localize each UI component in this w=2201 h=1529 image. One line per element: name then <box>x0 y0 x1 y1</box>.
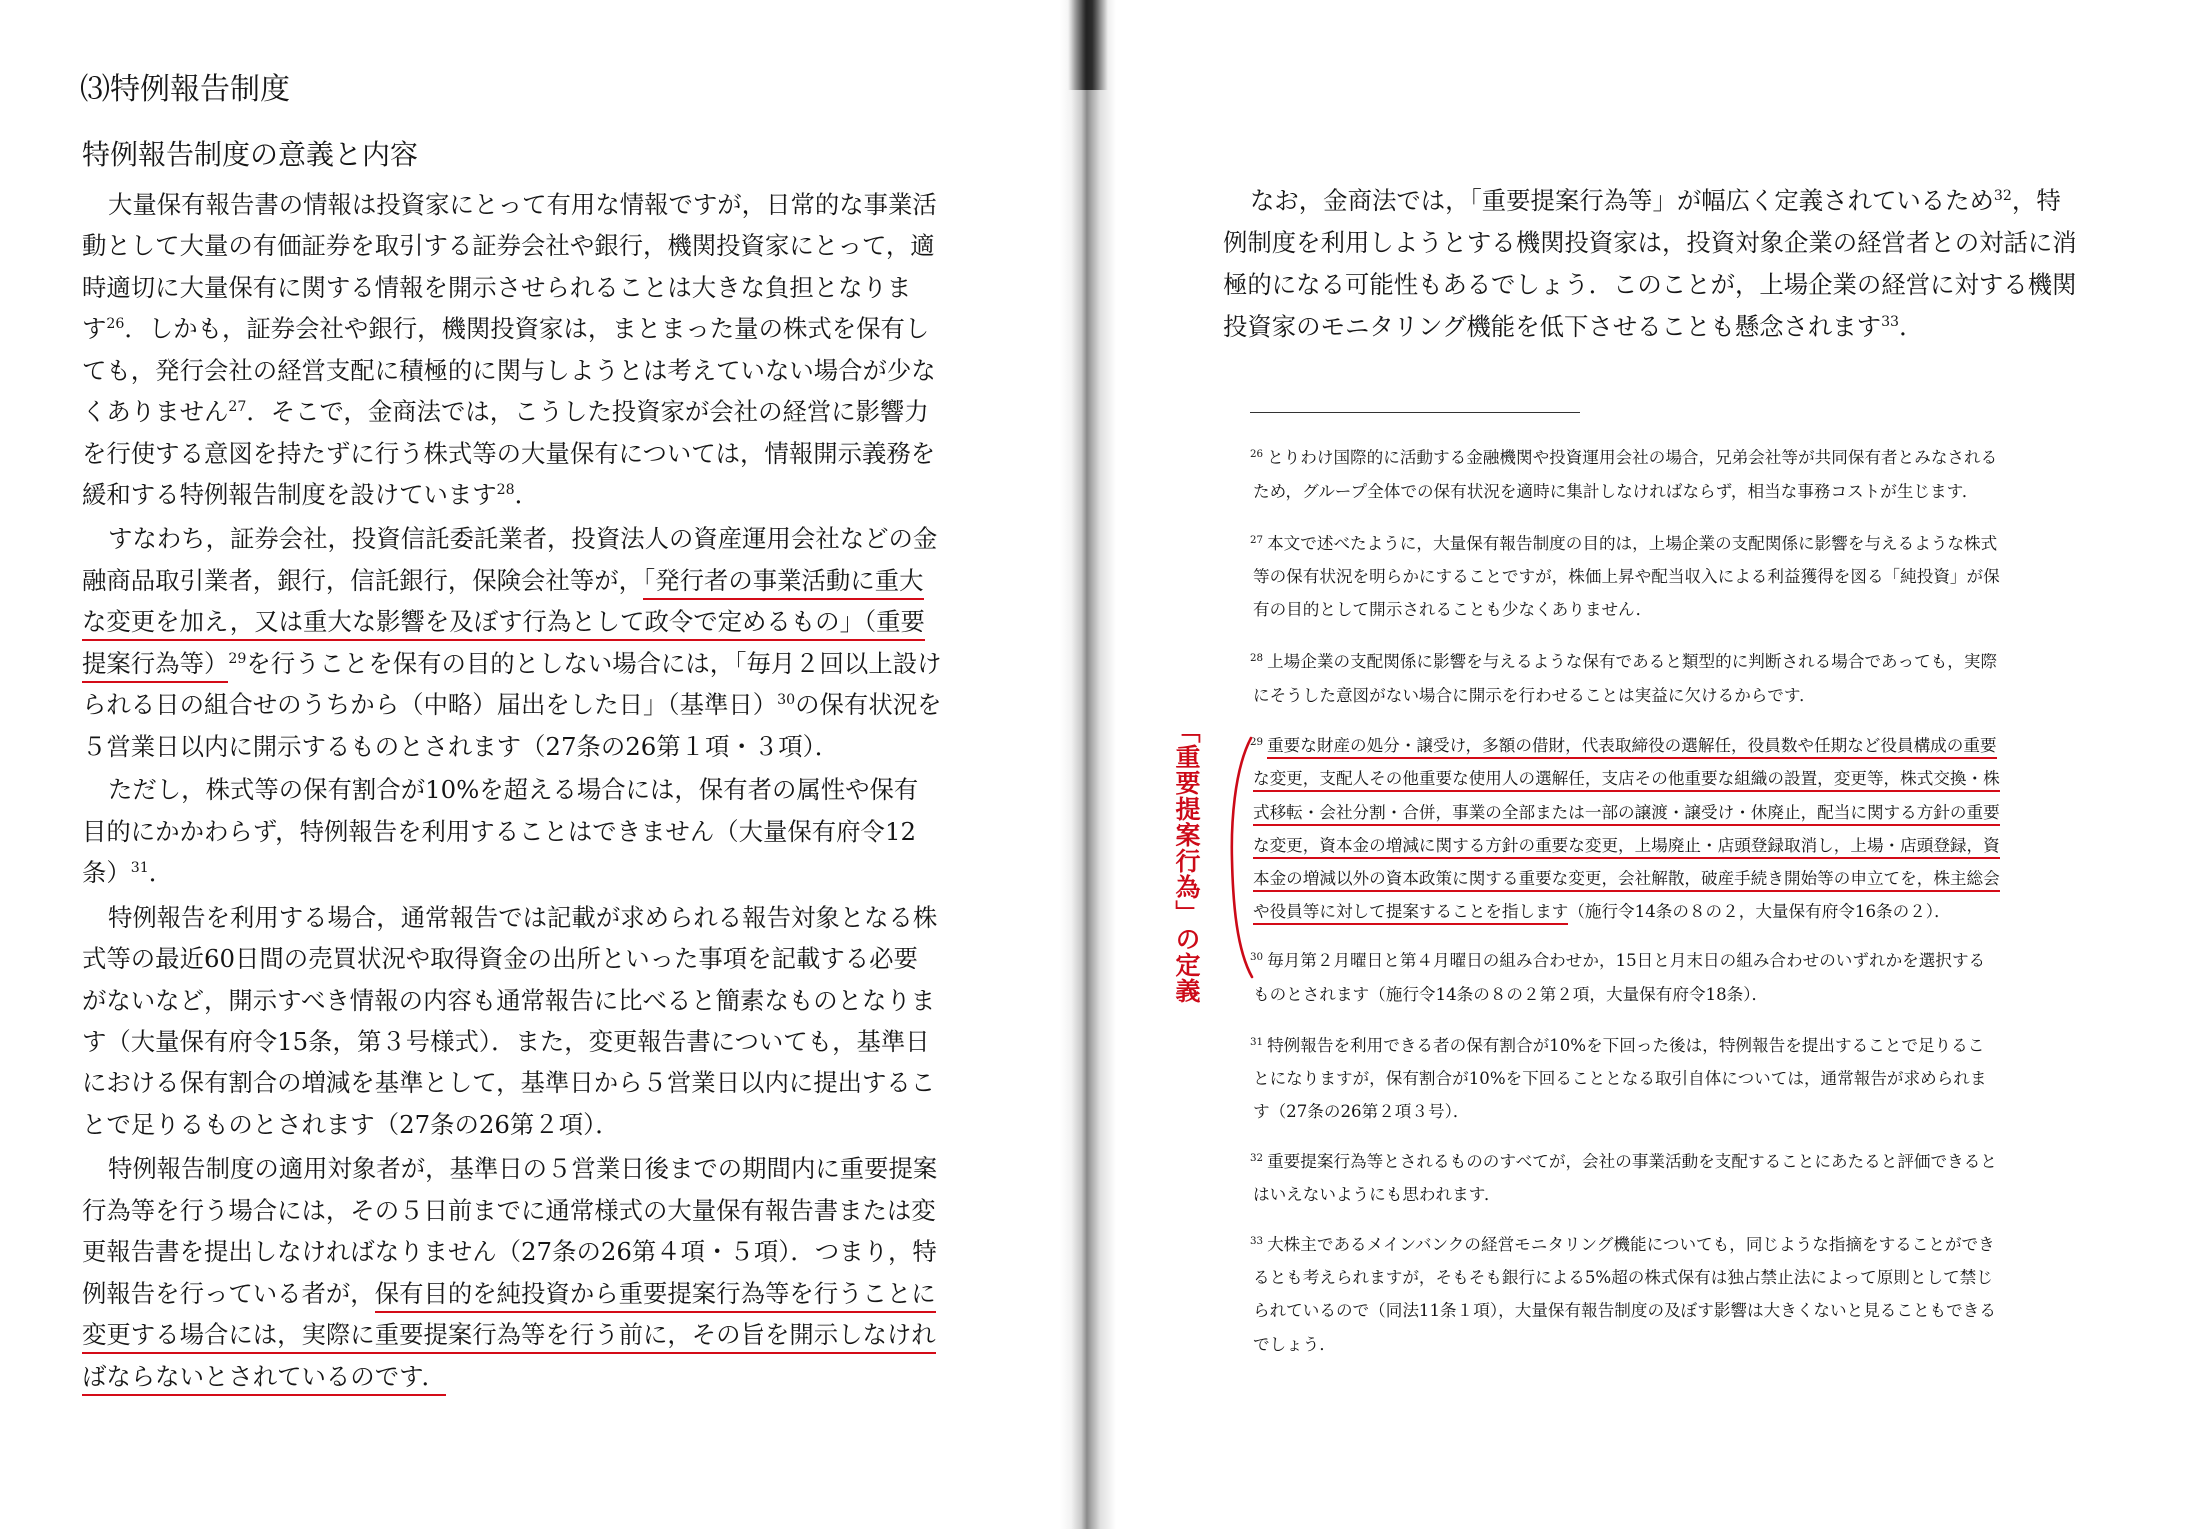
footnote-ref: 31 <box>130 860 149 877</box>
body-line <box>82 438 935 470</box>
text-run: 緩和する特例報告制度を設けています <box>82 480 497 509</box>
book-gutter <box>1060 0 1116 1529</box>
footnote-line <box>1253 767 2000 791</box>
underlined-text: 本金の増減以外の資本政策に関する重要な変更，会社解散，破産手続き開始等の申立てを，株主総会 <box>1253 869 2000 892</box>
text-run: ，特 <box>2011 186 2061 215</box>
footnote-ref: 27 <box>228 399 247 416</box>
body-line <box>82 943 918 975</box>
text-run: ものとされます（施行令14条の８の２第２項，大量保有府令18条）． <box>1253 985 1769 1004</box>
footnote-line <box>1253 480 1978 504</box>
underlined-text: 式移転・会社分割・合併，事業の全部または一部の譲渡・譲受け・休廃止，配当に関する方針の重要 <box>1253 803 2000 826</box>
footnote-ref: 30 <box>1250 950 1264 963</box>
underlined-text: 「発行者の事業活動に重大 <box>643 566 924 600</box>
underlined-text: 提案行為等） <box>82 649 228 683</box>
underlined-text: 重要な財産の処分・譲受け，多額の借財，代表取締役の選解任，役員数や任期など役員構成の重要 <box>1267 736 1996 759</box>
body-line <box>82 1361 446 1393</box>
text-run: における保有割合の増減を基準として，基準日から５営業日以内に提出するこ <box>82 1068 936 1097</box>
text-run: 条） <box>82 858 131 887</box>
annotation-bracket-icon <box>1225 735 1255 980</box>
footnote-ref: 32 <box>1993 188 2012 205</box>
text-run: られているので（同法11条１項），大量保有報告制度の及ぼす影響は大きくないと見ることもできる <box>1253 1301 1996 1320</box>
text-run: す <box>82 314 107 343</box>
text-run: はいえないようにも思われます． <box>1253 1185 1501 1204</box>
section-heading: ⑶特例報告制度 <box>80 72 290 107</box>
footnote-rule <box>1250 412 1580 413</box>
footnote-line <box>1253 1067 1987 1091</box>
text-run: 例報告を行っている者が， <box>82 1279 375 1308</box>
body-line <box>82 355 936 387</box>
gutter-shadow <box>1068 0 1108 90</box>
body-line <box>82 1195 936 1227</box>
text-run: ． <box>1899 312 1924 341</box>
footnote-ref: 33 <box>1250 1234 1264 1247</box>
text-run: なお，金商法では，「重要提案行為等」が幅広く定義されているため <box>1250 186 1994 215</box>
text-run: とで足りるものとされます（27条の26第２項）． <box>82 1110 620 1139</box>
text-run: の保有状況を <box>795 690 942 719</box>
text-run: がないなど，開示すべき情報の内容も通常報告に比べると簡素なものとなりま <box>82 986 936 1015</box>
text-run: （施行令14条の８の２，大量保有府令16条の２）． <box>1568 902 1951 921</box>
footnote-line <box>1253 1183 1501 1207</box>
text-run: ただし，株式等の保有割合が10%を超える場合には，保有者の属性や保有 <box>108 775 919 804</box>
body-line <box>82 272 911 304</box>
footnote-ref: 29 <box>1250 735 1264 748</box>
underlined-text: 変更する場合には，実際に重要提案行為等を行う前に，その旨を開示しなけれ <box>82 1320 936 1354</box>
text-run: すなわち，証券会社，投資信託委託業者，投資法人の資産運用会社などの金 <box>108 524 938 553</box>
footnote-line <box>1253 684 1816 708</box>
body-line <box>108 523 937 555</box>
body-line <box>82 731 839 763</box>
footnote-ref: 28 <box>1250 651 1264 664</box>
text-run: す（27条の26第２項３号）． <box>1253 1102 1470 1121</box>
body-line <box>82 396 929 428</box>
underlined-text: な変更を加え，又は重大な影響を及ぼす行為として政令で定めるもの」（重要 <box>82 607 925 641</box>
body-line <box>82 1236 937 1268</box>
footnote-ref: 32 <box>1250 1151 1264 1164</box>
text-run: 投資家のモニタリング機能を低下させることも懸念されます <box>1223 312 1882 341</box>
text-run: ．しかも，証券会社や銀行，機関投資家は，まとまった量の株式を保有し <box>124 314 930 343</box>
body-line <box>1250 185 2061 217</box>
text-run: にそうした意図がない場合に開示を行わせることは実益に欠けるからです． <box>1253 686 1816 705</box>
footnote-ref: 26 <box>106 316 125 333</box>
text-run: 毎月第２月曜日と第４月曜日の組み合わせか，15日と月末日の組み合わせのいずれかを選択する <box>1267 951 1986 970</box>
text-run: ため，グループ全体での保有状況を適時に集計しなければならず，相当な事務コストが生じます． <box>1253 482 1979 501</box>
footnote-ref: 30 <box>777 692 796 709</box>
text-run: ． <box>514 480 540 509</box>
footnote-line <box>1250 1233 1995 1257</box>
body-line <box>82 1067 935 1099</box>
text-run: 重要提案行為等とされるもののすべてが，会社の事業活動を支配することにあたると評価できると <box>1267 1152 1997 1171</box>
footnote-line <box>1250 532 1997 556</box>
text-run: 更報告書を提出しなければなりません（27条の26第４項・５項）．つまり，特 <box>82 1237 937 1266</box>
text-run: ． <box>148 858 174 887</box>
text-run: 特例報告を利用する場合，通常報告では記載が求められる報告対象となる株 <box>108 903 938 932</box>
underlined-text: な変更，支配人その他重要な使用人の選解任，支店その他重要な組織の設置，変更等，株式交換・株 <box>1253 769 2000 792</box>
text-run: られる日の組合せのうちから（中略）届出をした日」（基準日） <box>82 690 778 719</box>
text-run: 例制度を利用しようとする機関投資家は，投資対象企業の経営者との対話に消 <box>1223 228 2077 257</box>
text-run: 目的にかかわらず，特例報告を利用することはできません（大量保有府令12 <box>82 817 916 846</box>
text-run: ５営業日以内に開示するものとされます（27条の26第１項・３項）． <box>82 732 840 761</box>
text-run: 大株主であるメインバンクの経営モニタリング機能についても，同じような指摘をすることができ <box>1267 1235 1995 1254</box>
text-run: 特例報告制度の適用対象者が，基準日の５営業日後までの期間内に重要提案 <box>108 1154 938 1183</box>
text-run: 大量保有報告書の情報は投資家にとって有用な情報ですが，日常的な事業活 <box>108 190 937 219</box>
underlined-text: ばならないとされているのです． <box>82 1362 446 1396</box>
footnote-line <box>1253 598 1652 622</box>
text-run: 極的になる可能性もあるでしょう．このことが，上場企業の経営に対する機関 <box>1223 270 2077 299</box>
body-line <box>82 857 173 889</box>
text-run: 上場企業の支配関係に影響を与えるような保有であると類型的に判断される場合であっても，実際 <box>1267 652 1998 671</box>
body-line <box>82 479 539 511</box>
body-line <box>82 689 942 721</box>
body-line <box>82 565 924 597</box>
footnote-ref: 31 <box>1250 1035 1264 1048</box>
text-run: とりわけ国際的に活動する金融機関や投資運用会社の場合，兄弟会社等が共同保有者とみなされる <box>1267 448 1998 467</box>
body-line <box>82 816 916 848</box>
body-line <box>82 606 925 638</box>
body-line <box>108 1153 937 1185</box>
body-line <box>1223 311 1923 343</box>
footnote-line <box>1250 1150 1997 1174</box>
text-run: るとも考えられますが，そもそも銀行による5%超の株式保有は独占禁止法によって原則として禁じ <box>1253 1268 1993 1287</box>
body-line <box>82 1109 620 1141</box>
underlined-text: や役員等に対して提案することを指します <box>1253 902 1568 925</box>
footnote-line <box>1253 1299 1996 1323</box>
footnote-line <box>1253 867 2000 891</box>
footnote-line <box>1250 1034 1984 1058</box>
text-run: ．そこで，金商法では，こうした投資家が会社の経営に影響力 <box>246 397 929 426</box>
footnote-ref: 27 <box>1250 533 1264 546</box>
body-line <box>82 985 935 1017</box>
text-run: 行為等を行う場合には，その５日前までに通常様式の大量保有報告書または変 <box>82 1196 936 1225</box>
text-run: 時適切に大量保有に関する情報を開示させられることは大きな負担となりま <box>82 273 912 302</box>
footnote-line <box>1253 900 1951 924</box>
footnote-line <box>1250 734 1997 758</box>
text-run: を行使する意図を持たずに行う株式等の大量保有については，情報開示義務を <box>82 439 936 468</box>
body-line <box>1223 269 2076 301</box>
body-line <box>82 313 929 345</box>
text-run: 等の保有状況を明らかにすることですが，株価上昇や配当収入による利益獲得を図る「純投資」が保 <box>1253 567 2000 586</box>
sub-heading: 特例報告制度の意義と内容 <box>82 138 419 171</box>
body-line <box>82 1319 936 1351</box>
text-run: 動として大量の有価証券を取引する証券会社や銀行，機関投資家にとって，適 <box>82 231 935 260</box>
footnote-ref: 26 <box>1250 447 1264 460</box>
footnote-line <box>1253 801 2000 825</box>
body-line <box>82 1026 930 1058</box>
underlined-text: な変更，資本金の増減に関する方針の重要な変更，上場廃止・店頭登録取消し，上場・店頭登録，資 <box>1253 836 2000 859</box>
text-run: す（大量保有府令15条，第３号様式）．また，変更報告書についても，基準日 <box>82 1027 930 1056</box>
footnote-line <box>1250 949 1985 973</box>
text-run: 特例報告を利用できる者の保有割合が10%を下回った後は，特例報告を提出することで足りるこ <box>1267 1036 1985 1055</box>
body-line <box>82 230 935 262</box>
text-run: ても，発行会社の経営支配に積極的に関与しようとは考えていない場合が少な <box>82 356 936 385</box>
footnote-ref: 29 <box>228 651 247 668</box>
underlined-text: 保有目的を純投資から重要提案行為等を行うことに <box>375 1279 936 1313</box>
body-line <box>108 902 937 934</box>
text-run: くありません <box>82 397 229 426</box>
text-run: 式等の最近60日間の売買状況や取得資金の出所といった事項を記載する必要 <box>82 944 918 973</box>
footnote-line <box>1253 1100 1469 1124</box>
text-run: 融商品取引業者，銀行，信託銀行，保険会社等が， <box>82 566 643 595</box>
footnote-line <box>1253 834 2000 858</box>
footnote-line <box>1250 446 1997 470</box>
text-run: とになりますが，保有割合が10%を下回ることとなる取引自体については，通常報告が求められま <box>1253 1069 1987 1088</box>
body-line <box>108 774 918 806</box>
body-line <box>82 648 942 680</box>
footnote-ref: 28 <box>496 482 515 499</box>
annotation-label: 「重要提案行為」の定義 <box>1172 718 1201 1004</box>
footnote-line <box>1253 565 2000 589</box>
footnote-line <box>1253 1333 1336 1357</box>
body-line <box>108 189 937 221</box>
footnote-ref: 33 <box>1881 314 1900 331</box>
footnote-line <box>1253 1266 1993 1290</box>
footnote-line <box>1250 650 1997 674</box>
text-run: 有の目的として開示されることも少なくありません． <box>1253 600 1653 619</box>
text-run: 本文で述べたように，大量保有報告制度の目的は，上場企業の支配関係に影響を与えるような株式 <box>1267 534 1998 553</box>
footnote-line <box>1253 983 1768 1007</box>
body-line <box>1223 227 2077 259</box>
text-run: でしょう． <box>1253 1335 1336 1354</box>
text-run: を行うことを保有の目的としない場合には，「毎月２回以上設け <box>246 649 942 678</box>
body-line <box>82 1278 936 1310</box>
